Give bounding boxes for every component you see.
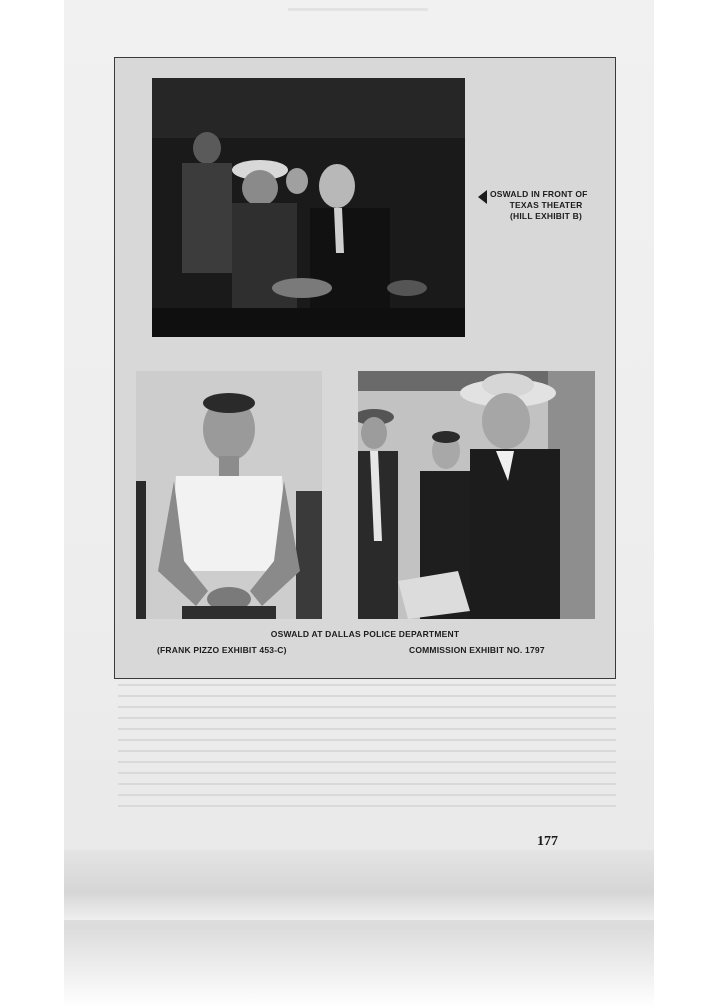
caption-line-2: TEXAS THEATER (509, 200, 583, 210)
photo-oswald-with-detectives (358, 371, 595, 619)
caption-line-1: OSWALD IN FRONT OF (490, 189, 588, 199)
photo-oswald-texas-theater (152, 78, 465, 337)
right-photo-exhibit-label: COMMISSION EXHIBIT NO. 1797 (409, 645, 545, 655)
show-through-text (118, 684, 616, 816)
top-photo-caption (484, 189, 608, 222)
bottom-photos-caption: OSWALD AT DALLAS POLICE DEPARTMENT (270, 629, 460, 639)
faded-running-header (288, 8, 428, 11)
left-arrow-icon (478, 190, 487, 204)
page-bottom-shade (64, 850, 654, 920)
caption-line-3: (HILL EXHIBIT B) (510, 211, 582, 221)
photo-oswald-white-tshirt (136, 371, 322, 619)
left-photo-exhibit-label: (FRANK PIZZO EXHIBIT 453-C) (157, 645, 287, 655)
page-number: 177 (537, 834, 558, 849)
